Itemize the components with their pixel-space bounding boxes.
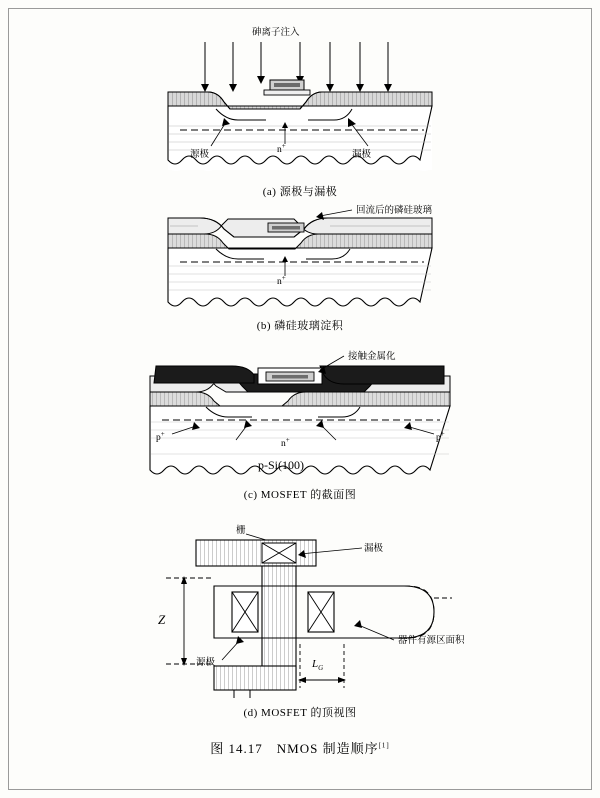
label-psg-reflow: 回流后的磷硅玻璃 xyxy=(356,205,433,216)
caption-b: (b) 磷硅玻璃淀积 xyxy=(256,320,344,332)
figure-title: 图 14.17 NMOS 制造顺序[1] xyxy=(210,741,390,756)
label-source-d: 源极 xyxy=(196,657,216,668)
label-nplus-a: n+ xyxy=(277,142,286,156)
label-pplus-right: p+ xyxy=(436,430,445,444)
panel-d-drawing xyxy=(0,512,600,732)
caption-d: (d) MOSFET 的顶视图 xyxy=(243,707,357,719)
label-arsenic-implant: 砷离子注入 xyxy=(252,27,300,38)
label-active-area: 器件有源区面积 xyxy=(398,635,465,646)
label-gate-d: 栅 xyxy=(236,525,246,536)
caption-c: (c) MOSFET 的截面图 xyxy=(243,489,357,501)
z-dimension xyxy=(166,576,214,666)
caption-a: (a) 源极与漏极 xyxy=(262,186,338,198)
panel-b xyxy=(0,196,600,336)
label-pplus-left: p+ xyxy=(156,430,165,444)
label-source-a: 源极 xyxy=(190,149,210,160)
label-contact-metallization: 接触金属化 xyxy=(348,351,396,362)
panel-c-drawing xyxy=(0,348,600,508)
panel-b-drawing xyxy=(0,196,600,336)
label-drain-a: 漏极 xyxy=(352,149,372,160)
panel-a xyxy=(0,18,600,198)
label-substrate-psi: p-Si(100) xyxy=(258,458,304,472)
label-lg-dimension: $L_G$ xyxy=(312,658,324,673)
panel-c xyxy=(0,348,600,508)
label-nplus-b: n+ xyxy=(277,274,286,288)
label-z-dimension: Z xyxy=(158,612,166,627)
panel-d xyxy=(0,512,600,732)
panel-a-drawing xyxy=(0,18,600,178)
label-drain-d: 漏极 xyxy=(364,543,384,554)
label-nplus-c: n+ xyxy=(281,436,290,450)
